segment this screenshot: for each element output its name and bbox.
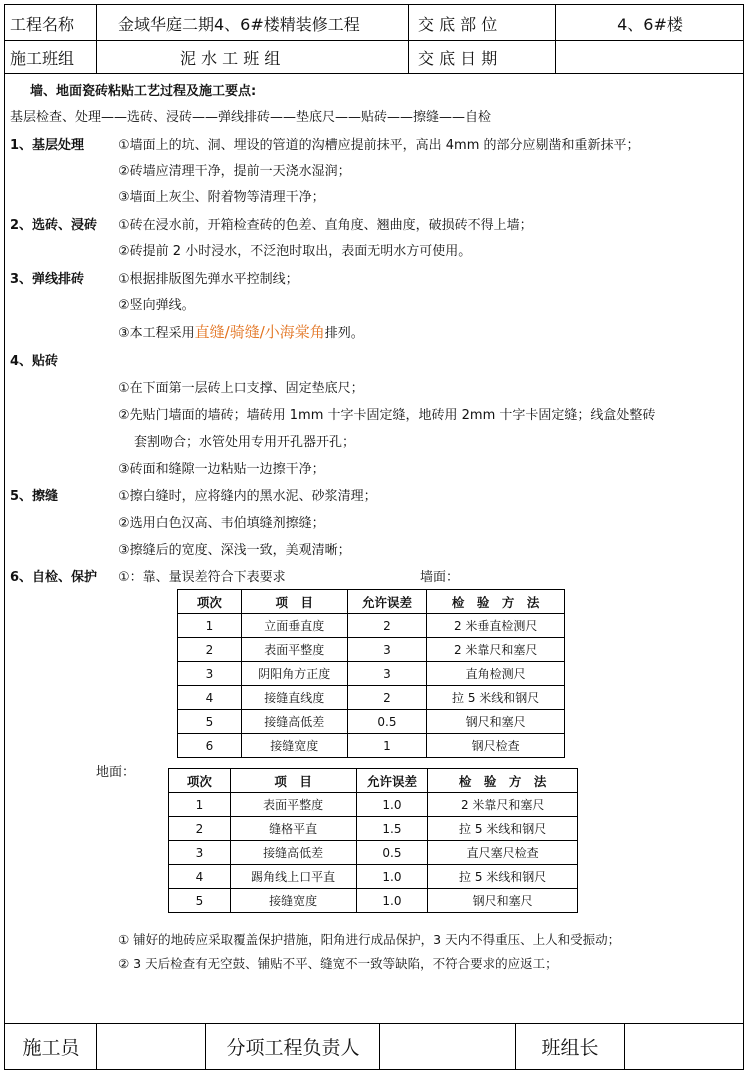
responsible-label: 分项工程负责人 (226, 1037, 360, 1059)
team-value: 泥 水 工 班 组 (180, 48, 281, 68)
project-name-value: 金域华庭二期4、6#楼精装修工程 (118, 14, 360, 34)
table-cell: 0.5 (356, 841, 428, 865)
header-bottom-line (4, 73, 744, 74)
table-cell: 钢尺和塞尺 (427, 710, 565, 734)
table-cell: 3 (347, 638, 427, 662)
table-cell: 踢角线上口平直 (230, 865, 356, 889)
table-header-cell: 项次 (169, 769, 231, 793)
table-row (169, 793, 578, 817)
constructor-signature (98, 1024, 204, 1069)
layout-pattern-highlight: 直缝/骑缝/小海棠角 (194, 323, 325, 341)
table-cell: 阴阳角方正度 (241, 662, 347, 686)
table-cell: 3 (178, 662, 242, 686)
wall-label: 墙面： (420, 570, 460, 585)
table-cell: 直角检测尺 (427, 662, 565, 686)
table-header-cell: 项次 (178, 590, 242, 614)
table-cell: 2 米垂直检测尺 (427, 614, 565, 638)
table-cell: 缝格平直 (230, 817, 356, 841)
section-2-item: ②砖提前 2 小时浸水，不泛泡时取出，表面无明水方可使用。 (118, 244, 472, 259)
table-cell: 拉 5 米线和钢尺 (427, 686, 565, 710)
table-cell: 直尺塞尺检查 (428, 841, 578, 865)
table-cell: 1 (169, 793, 231, 817)
table-cell: 接缝高低差 (241, 710, 347, 734)
table-cell: 1.0 (356, 865, 428, 889)
table-cell: 接缝宽度 (241, 734, 347, 758)
table-cell: 0.5 (347, 710, 427, 734)
item3-prefix: ③本工程采用 (118, 326, 195, 341)
team-leader-label: 班组长 (541, 1037, 599, 1059)
table-cell: 1 (347, 734, 427, 758)
table-header-cell: 允许误差 (347, 590, 427, 614)
table-cell: 接缝宽度 (230, 889, 356, 913)
section-6-heading: 6、自检、保护 (10, 570, 98, 585)
team-leader-signature (626, 1024, 742, 1069)
table-cell: 拉 5 米线和钢尺 (428, 865, 578, 889)
table-cell: 表面平整度 (230, 793, 356, 817)
table-cell: 4 (169, 865, 231, 889)
table-cell: 2 米靠尺和塞尺 (428, 793, 578, 817)
body-title: 墙、地面瓷砖粘贴工艺过程及施工要点: (30, 84, 257, 99)
table-cell: 5 (169, 889, 231, 913)
section-3-item: ②竖向弹线。 (118, 298, 195, 313)
protection-note: ② 3 天后检查有无空鼓、铺贴不平、缝宽不一致等缺陷，不符合要求的应返工； (118, 956, 558, 971)
table-cell: 3 (169, 841, 231, 865)
section-5-heading: 5、擦缝 (10, 489, 59, 504)
handover-location-value: 4、6#楼 (617, 14, 683, 34)
table-cell: 2 (347, 686, 427, 710)
footer-col-line-1 (96, 1023, 97, 1070)
section-4-item: ①在下面第一层砖上口支撑、固定垫底尺； (118, 381, 364, 396)
table-header-row (169, 769, 578, 793)
table-cell: 2 (169, 817, 231, 841)
table-row (169, 889, 578, 913)
table-cell: 1.0 (356, 793, 428, 817)
table-cell: 1.5 (356, 817, 428, 841)
header-col-line-3 (555, 4, 556, 73)
table-cell: 表面平整度 (241, 638, 347, 662)
table-row (169, 865, 578, 889)
section-3-item-3 (118, 323, 364, 343)
table-header-cell: 项 目 (241, 590, 347, 614)
section-1-heading: 1、基层处理 (10, 138, 85, 153)
section-1-item: ③墙面上灰尘、附着物等清理干净； (118, 190, 325, 205)
table-row (178, 614, 565, 638)
table-cell: 2 (347, 614, 427, 638)
table-header-cell: 检 验 方 法 (428, 769, 578, 793)
header-col-line-1 (96, 4, 97, 73)
section-4-item: ②先贴门墙面的墙砖；墙砖用 1mm 十字卡固定缝，地砖用 2mm 十字卡固定缝；线盒处整砖 (118, 408, 656, 423)
project-name-label: 工程名称 (10, 14, 75, 34)
responsible-signature (381, 1024, 513, 1069)
item3-suffix: 排列。 (324, 326, 364, 341)
table-cell: 拉 5 米线和钢尺 (428, 817, 578, 841)
section-5-item: ②选用白色汉高、韦伯填缝剂擦缝； (118, 516, 325, 531)
table-row (178, 686, 565, 710)
protection-note: ① 铺好的地砖应采取覆盖保护措施，阳角进行成品保护，3 天内不得重压、上人和受振动； (118, 932, 621, 947)
section-6-intro: ①：靠、量误差符合下表要求 (118, 570, 286, 585)
section-2-item: ①砖在浸水前，开箱检查砖的色差、直角度、翘曲度，破损砖不得上墙； (118, 218, 533, 233)
table-row (178, 662, 565, 686)
header-col-line-2 (408, 4, 409, 73)
constructor-label: 施工员 (22, 1037, 80, 1059)
table-cell: 接缝直线度 (241, 686, 347, 710)
section-2-heading: 2、选砖、浸砖 (10, 218, 98, 233)
section-1-item: ①墙面上的坑、洞、埋设的管道的沟槽应提前抹平，高出 4mm 的部分应剔凿和重新抹平； (118, 138, 640, 153)
wall-tolerance-table (177, 589, 565, 758)
section-4-item: ③砖面和缝隙一边粘贴一边擦干净； (118, 462, 325, 477)
table-cell: 1.0 (356, 889, 428, 913)
table-cell: 钢尺和塞尺 (428, 889, 578, 913)
section-3-heading: 3、弹线排砖 (10, 272, 85, 287)
handover-date-value (557, 41, 743, 73)
handover-date-label: 交 底 日 期 (418, 48, 498, 68)
table-row (169, 841, 578, 865)
table-cell: 立面垂直度 (241, 614, 347, 638)
section-4-item: 套割吻合；水管处用专用开孔器开孔； (134, 435, 356, 450)
table-header-row (178, 590, 565, 614)
section-4-heading: 4、贴砖 (10, 354, 59, 369)
section-3-item: ①根据排版图先弹水平控制线； (118, 272, 299, 287)
table-cell: 2 (178, 638, 242, 662)
section-1-item: ②砖墙应清理干净，提前一天浇水湿润； (118, 164, 351, 179)
table-cell: 钢尺检查 (427, 734, 565, 758)
table-row (178, 734, 565, 758)
team-label: 施工班组 (10, 48, 75, 68)
table-header-cell: 项 目 (230, 769, 356, 793)
footer-col-line-5 (624, 1023, 625, 1070)
floor-label: 地面： (96, 765, 136, 780)
table-cell: 3 (347, 662, 427, 686)
footer-col-line-3 (379, 1023, 380, 1070)
table-cell: 接缝高低差 (230, 841, 356, 865)
footer-col-line-4 (515, 1023, 516, 1070)
handover-location-label: 交 底 部 位 (418, 14, 498, 34)
table-row (178, 638, 565, 662)
floor-tolerance-table (168, 768, 578, 913)
table-cell: 5 (178, 710, 242, 734)
table-header-cell: 允许误差 (356, 769, 428, 793)
table-cell: 6 (178, 734, 242, 758)
table-row (169, 817, 578, 841)
table-cell: 1 (178, 614, 242, 638)
footer-col-line-2 (205, 1023, 206, 1070)
section-5-item: ③擦缝后的宽度、深浅一致，美观清晰； (118, 543, 351, 558)
table-cell: 2 米靠尺和塞尺 (427, 638, 565, 662)
table-header-cell: 检 验 方 法 (427, 590, 565, 614)
table-row (178, 710, 565, 734)
table-cell: 4 (178, 686, 242, 710)
section-5-item: ①擦白缝时，应将缝内的黑水泥、砂浆清理； (118, 489, 377, 504)
process-flow: 基层检查、处理——选砖、浸砖——弹线排砖——垫底尺——贴砖——擦缝——自检 (10, 110, 492, 125)
